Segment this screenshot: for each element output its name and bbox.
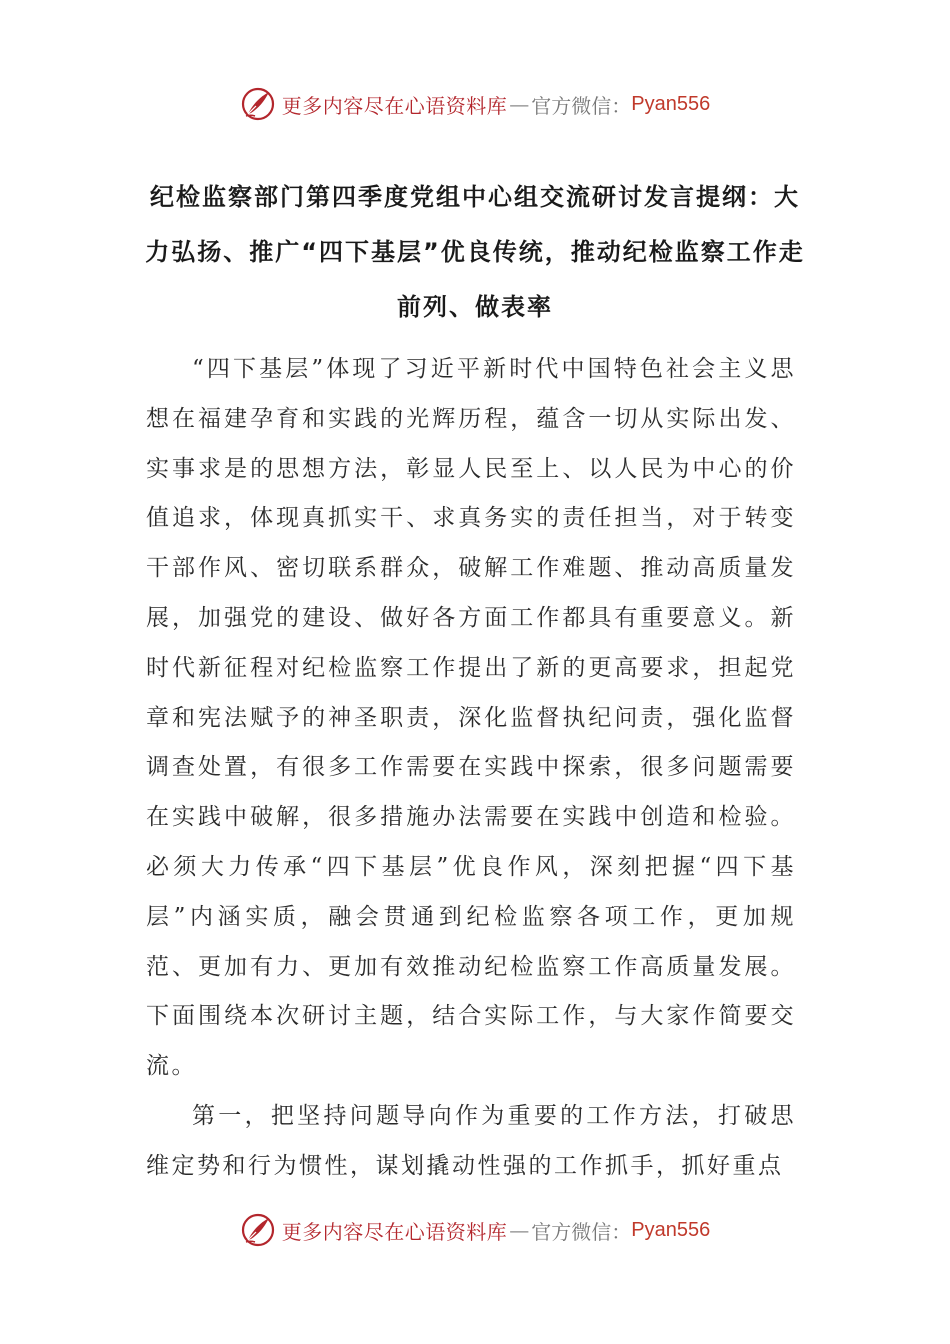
document-body xyxy=(146,345,796,1192)
quill-pen-logo-icon xyxy=(240,1212,276,1248)
body-paragraph: 第一，把坚持问题导向作为重要的工作方法，打破思维定势和行为惯性，谋划撬动性强的工作抓手，抓好重点 xyxy=(146,1102,796,1179)
banner-contact-account: Pyan556 xyxy=(631,92,711,115)
footer-banner xyxy=(0,1208,950,1252)
header-banner xyxy=(0,82,950,126)
banner-contact-label: 官方微信： xyxy=(531,1219,632,1244)
body-paragraph: “四下基层”体现了习近平新时代中国特色社会主义思想在福建孕育和实践的光辉历程，蕴含一切从实际出发、实事求是的思想方法，彰显人民至上、以人民为中心的价值追求，体现真抓实干、求真务实的责任担当，对于转变干部作风、密切联系群众，破解工作难题、推动高质量发展，加强党的建设、做好各方面工作都具有重要意义。新时代新征程对纪检监察工作提出了新的更高要求，担起党章和宪法赋予的神圣职责，深化监督执纪问责，强化监督调查处置，有很多工作需要在实践中探索，很多问题需要在实践中破解，很多措施办法需要在实践中创造和检验。必须大力传承“四下基层”优良作风，深刻把握“四下基层”内涵实质，融会贯通到纪检监察各项工作，更加规范、更加有力、更加有效推动纪检监察工作高质量发展。下面围绕本次研讨主题，结合实际工作，与大家作简要交流。 xyxy=(146,356,796,1080)
banner-site-text: 更多内容尽在心语资料库 xyxy=(281,93,508,118)
banner-site-text: 更多内容尽在心语资料库 xyxy=(281,1219,508,1244)
banner-separator: — xyxy=(509,92,530,116)
banner-contact-account: Pyan556 xyxy=(631,1218,711,1241)
quill-pen-logo-icon xyxy=(240,86,276,122)
banner-contact-label: 官方微信： xyxy=(531,93,632,118)
document-title: 纪检监察部门第四季度党组中心组交流研讨发言提纲：大力弘扬、推广“四下基层”优良传统，推动纪检监察工作走前列、做表率 xyxy=(145,183,805,321)
banner-separator: — xyxy=(509,1218,530,1242)
